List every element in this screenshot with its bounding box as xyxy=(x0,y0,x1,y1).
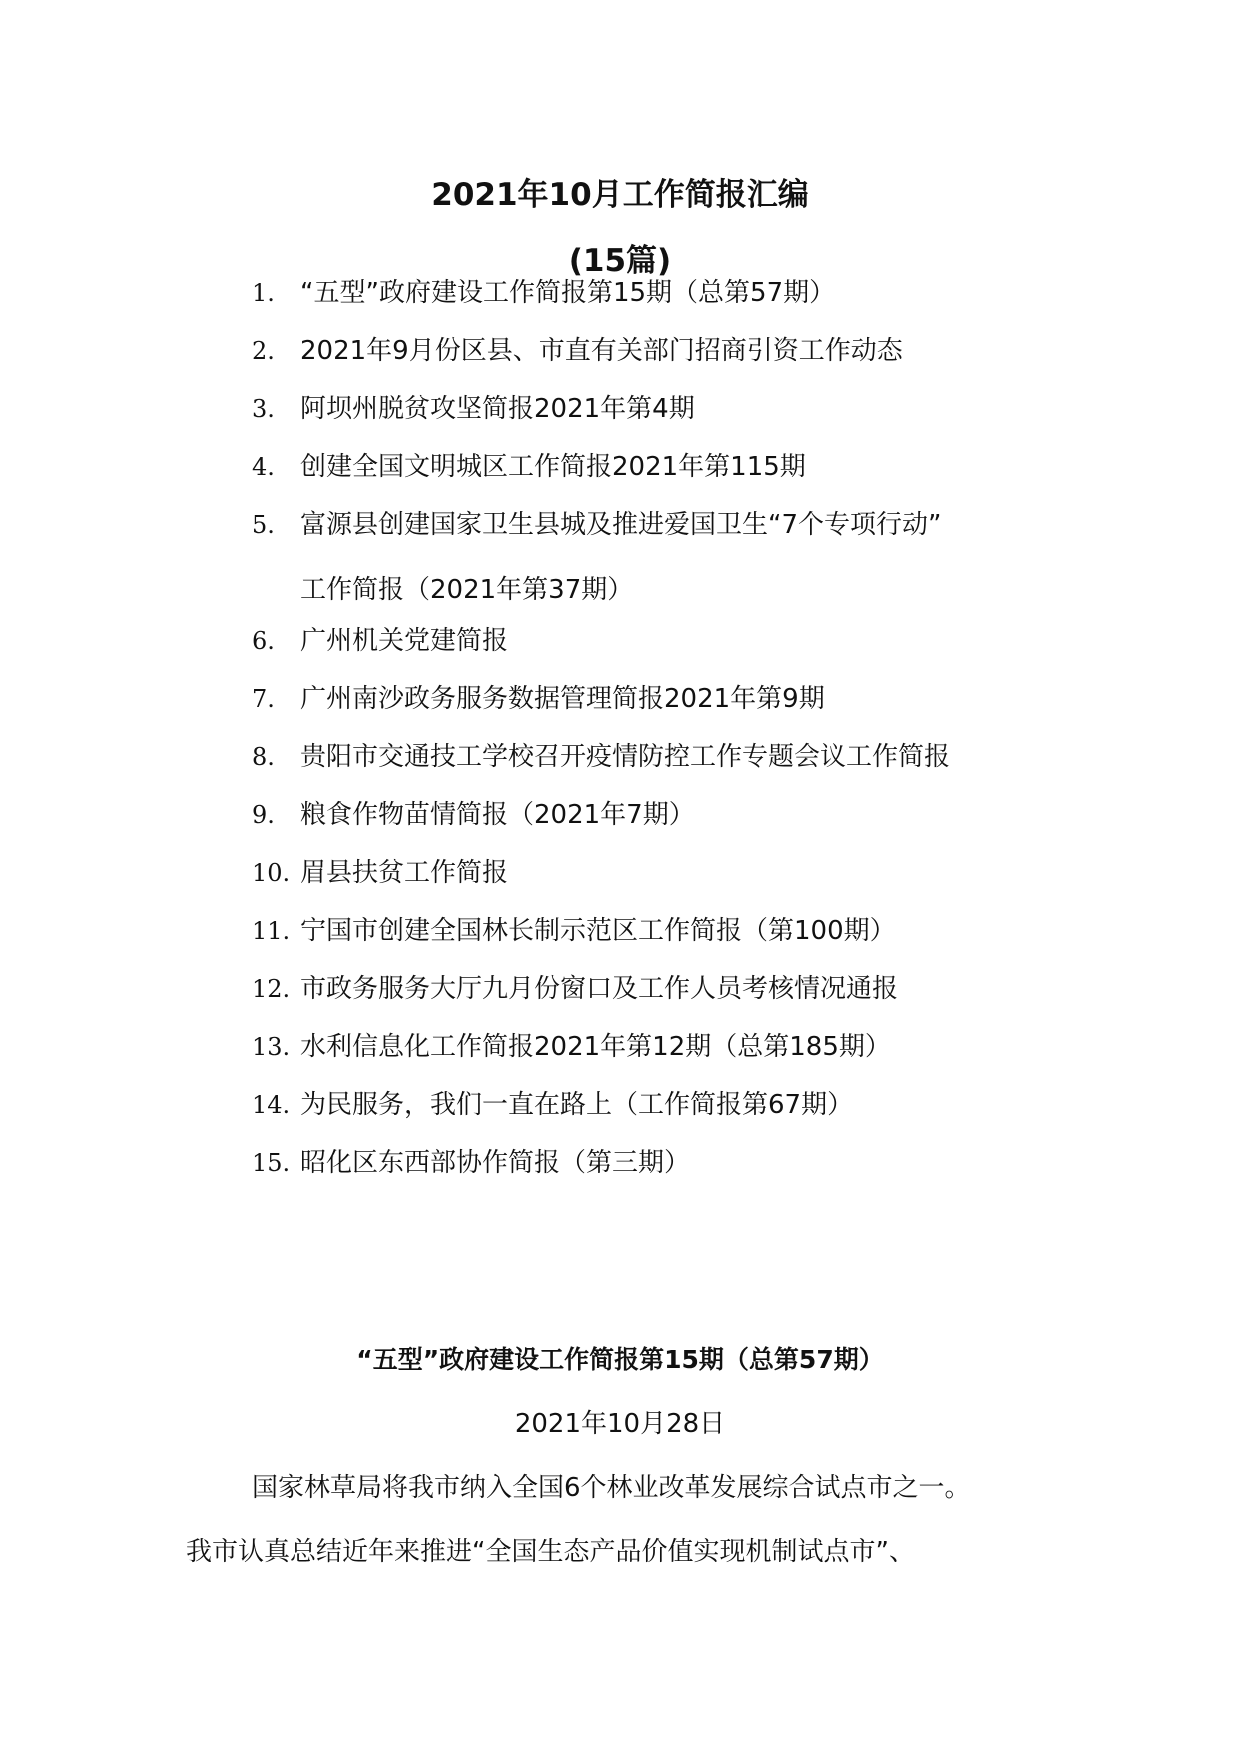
toc-item-label[interactable]: 宁国市创建全国林长制示范区工作简报（第100期） xyxy=(300,916,896,946)
toc-item[interactable] xyxy=(0,679,1240,719)
article-paragraph-line: 我市认真总结近年来推进“全国生态产品价值实现机制试点市”、 xyxy=(186,1537,915,1567)
toc-item-number: 8. xyxy=(252,743,275,771)
toc-item-number: 5. xyxy=(252,511,275,539)
toc-item[interactable] xyxy=(0,1085,1240,1125)
toc-item-number: 13. xyxy=(252,1033,291,1061)
toc-item-label[interactable]: 阿坝州脱贫攻坚简报2021年第4期 xyxy=(300,394,695,424)
toc-item-number: 7. xyxy=(252,685,275,713)
toc-item-number: 4. xyxy=(252,453,275,481)
toc-item-label[interactable]: 粮食作物苗情简报（2021年7期） xyxy=(300,800,695,830)
toc-item-number: 15. xyxy=(252,1149,291,1177)
toc-item-label[interactable]: 创建全国文明城区工作简报2021年第115期 xyxy=(300,452,806,482)
toc-item-number: 6. xyxy=(252,627,275,655)
document-title: 2021年10月工作简报汇编 xyxy=(431,177,809,213)
toc-item-label-continued[interactable]: 工作简报（2021年第37期） xyxy=(300,575,634,605)
toc-item-label[interactable]: 广州机关党建简报 xyxy=(300,626,509,656)
toc-item[interactable] xyxy=(0,621,1240,661)
toc-item-number: 10. xyxy=(252,859,291,887)
toc-item-number: 2. xyxy=(252,337,275,365)
toc-item-number: 3. xyxy=(252,395,275,423)
toc-item-label[interactable]: 水利信息化工作简报2021年第12期（总第185期） xyxy=(300,1032,891,1062)
toc-item-number: 12. xyxy=(252,975,291,1003)
toc-item[interactable] xyxy=(0,1027,1240,1067)
toc-item[interactable] xyxy=(0,273,1240,313)
toc-item-label[interactable]: 富源县创建国家卫生县城及推进爱国卫生“7个专项行动” xyxy=(300,510,942,540)
article-title: “五型”政府建设工作简报第15期（总第57期） xyxy=(356,1345,884,1374)
toc-item[interactable] xyxy=(0,505,1240,605)
toc-item[interactable] xyxy=(0,331,1240,371)
toc-item-label[interactable]: 市政务服务大厅九月份窗口及工作人员考核情况通报 xyxy=(300,974,899,1004)
toc-item[interactable] xyxy=(0,447,1240,487)
document-subtitle: (15篇) xyxy=(568,243,672,279)
toc-item-label[interactable]: 眉县扶贫工作简报 xyxy=(300,858,509,888)
toc-item[interactable] xyxy=(0,737,1240,777)
toc-item-number: 11. xyxy=(252,917,291,945)
toc-item-label[interactable]: 为民服务，我们一直在路上（工作简报第67期） xyxy=(300,1090,854,1120)
toc-item[interactable] xyxy=(0,911,1240,951)
toc-item[interactable] xyxy=(0,389,1240,429)
toc-item-number: 9. xyxy=(252,801,275,829)
toc-item[interactable] xyxy=(0,1143,1240,1183)
toc-item-label[interactable]: 贵阳市交通技工学校召开疫情防控工作专题会议工作简报 xyxy=(300,742,951,772)
article-date: 2021年10月28日 xyxy=(514,1409,726,1439)
toc-item-number: 1. xyxy=(252,279,275,307)
toc-item-label[interactable]: 昭化区东西部协作简报（第三期） xyxy=(300,1148,691,1178)
toc-item-number: 14. xyxy=(252,1091,291,1119)
article-paragraph-line: 国家林草局将我市纳入全国6个林业改革发展综合试点市之一。 xyxy=(252,1473,971,1503)
toc-item[interactable] xyxy=(0,795,1240,835)
toc-item[interactable] xyxy=(0,853,1240,893)
toc-item-label[interactable]: 广州南沙政务服务数据管理简报2021年第9期 xyxy=(300,684,825,714)
toc-item[interactable] xyxy=(0,969,1240,1009)
toc-item-label[interactable]: “五型”政府建设工作简报第15期（总第57期） xyxy=(300,278,836,308)
toc-item-label[interactable]: 2021年9月份区县、市直有关部门招商引资工作动态 xyxy=(300,336,903,366)
